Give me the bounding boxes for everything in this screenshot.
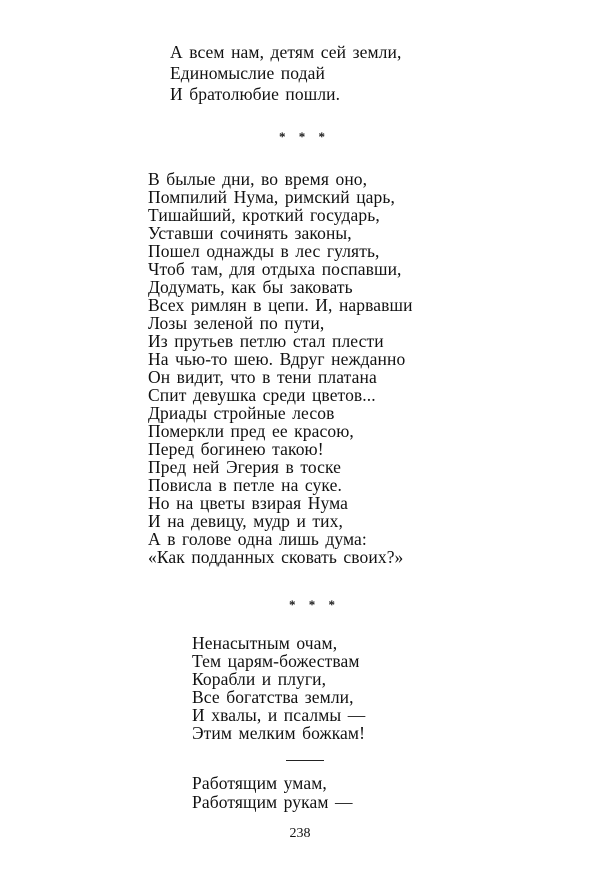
- poem-line: На чью-то шею. Вдруг нежданно: [148, 349, 406, 369]
- stanza-1: [170, 42, 401, 105]
- poem-line: А всем нам, детям сей земли,: [170, 42, 402, 62]
- poem-line: Этим мелким божкам!: [192, 723, 366, 743]
- poem-line: Додумать, как бы заковать: [148, 277, 353, 297]
- poem-line: В былые дни, во время оно,: [148, 169, 368, 189]
- poem-line: Единомыслие подай: [170, 63, 325, 83]
- poem-line: Перед богинею такою!: [148, 439, 324, 459]
- poem-line: Всех римлян в цепи. И, нарвавши: [148, 295, 413, 315]
- stanza-4: [192, 774, 353, 812]
- page-number: 238: [289, 826, 311, 841]
- poem-line: Повисла в петле на суке.: [148, 475, 342, 495]
- poem-line: И братолюбие пошли.: [170, 84, 341, 104]
- poem-line: Работящим умам,: [192, 773, 327, 793]
- section-separator-asterisks: * * *: [279, 129, 330, 144]
- poem-line: Работящим рукам —: [192, 792, 353, 812]
- poem-line: Спит девушка среди цветов...: [148, 385, 376, 405]
- poem-line: И на девицу, мудр и тих,: [148, 511, 343, 531]
- stanza-2: [148, 170, 413, 566]
- poem-line: Тишайший, кроткий государь,: [148, 205, 380, 225]
- poem-line: Помпилий Нума, римский царь,: [148, 187, 395, 207]
- poem-line: Он видит, что в тени платана: [148, 367, 377, 387]
- poem-line: А в голове одна лишь дума:: [148, 529, 367, 549]
- poem-line: Уставши сочинять законы,: [148, 223, 352, 243]
- section-separator-asterisks: * * *: [289, 597, 340, 612]
- poem-line: Дриады стройные лесов: [148, 403, 335, 423]
- poem-line: «Как подданных сковать своих?»: [148, 547, 404, 567]
- poem-line: И хвалы, и псалмы —: [192, 705, 366, 725]
- poem-line: Все богатства земли,: [192, 687, 354, 707]
- poem-line: Но на цветы взирая Нума: [148, 493, 349, 513]
- poem-line: Ненасытным очам,: [192, 633, 338, 653]
- poem-line: Померкли пред ее красою,: [148, 421, 354, 441]
- poem-line: Пошел однажды в лес гулять,: [148, 241, 380, 261]
- poem-line: Лозы зеленой по пути,: [148, 313, 325, 333]
- poem-line: Тем царям-божествам: [192, 651, 360, 671]
- stanza-divider-rule: [286, 760, 324, 761]
- poem-line: Корабли и плуги,: [192, 669, 327, 689]
- poem-line: Чтоб там, для отдыха поспавши,: [148, 259, 402, 279]
- stanza-3: [192, 634, 365, 742]
- poem-line: Пред ней Эгерия в тоске: [148, 457, 342, 477]
- poem-line: Из прутьев петлю стал плести: [148, 331, 384, 351]
